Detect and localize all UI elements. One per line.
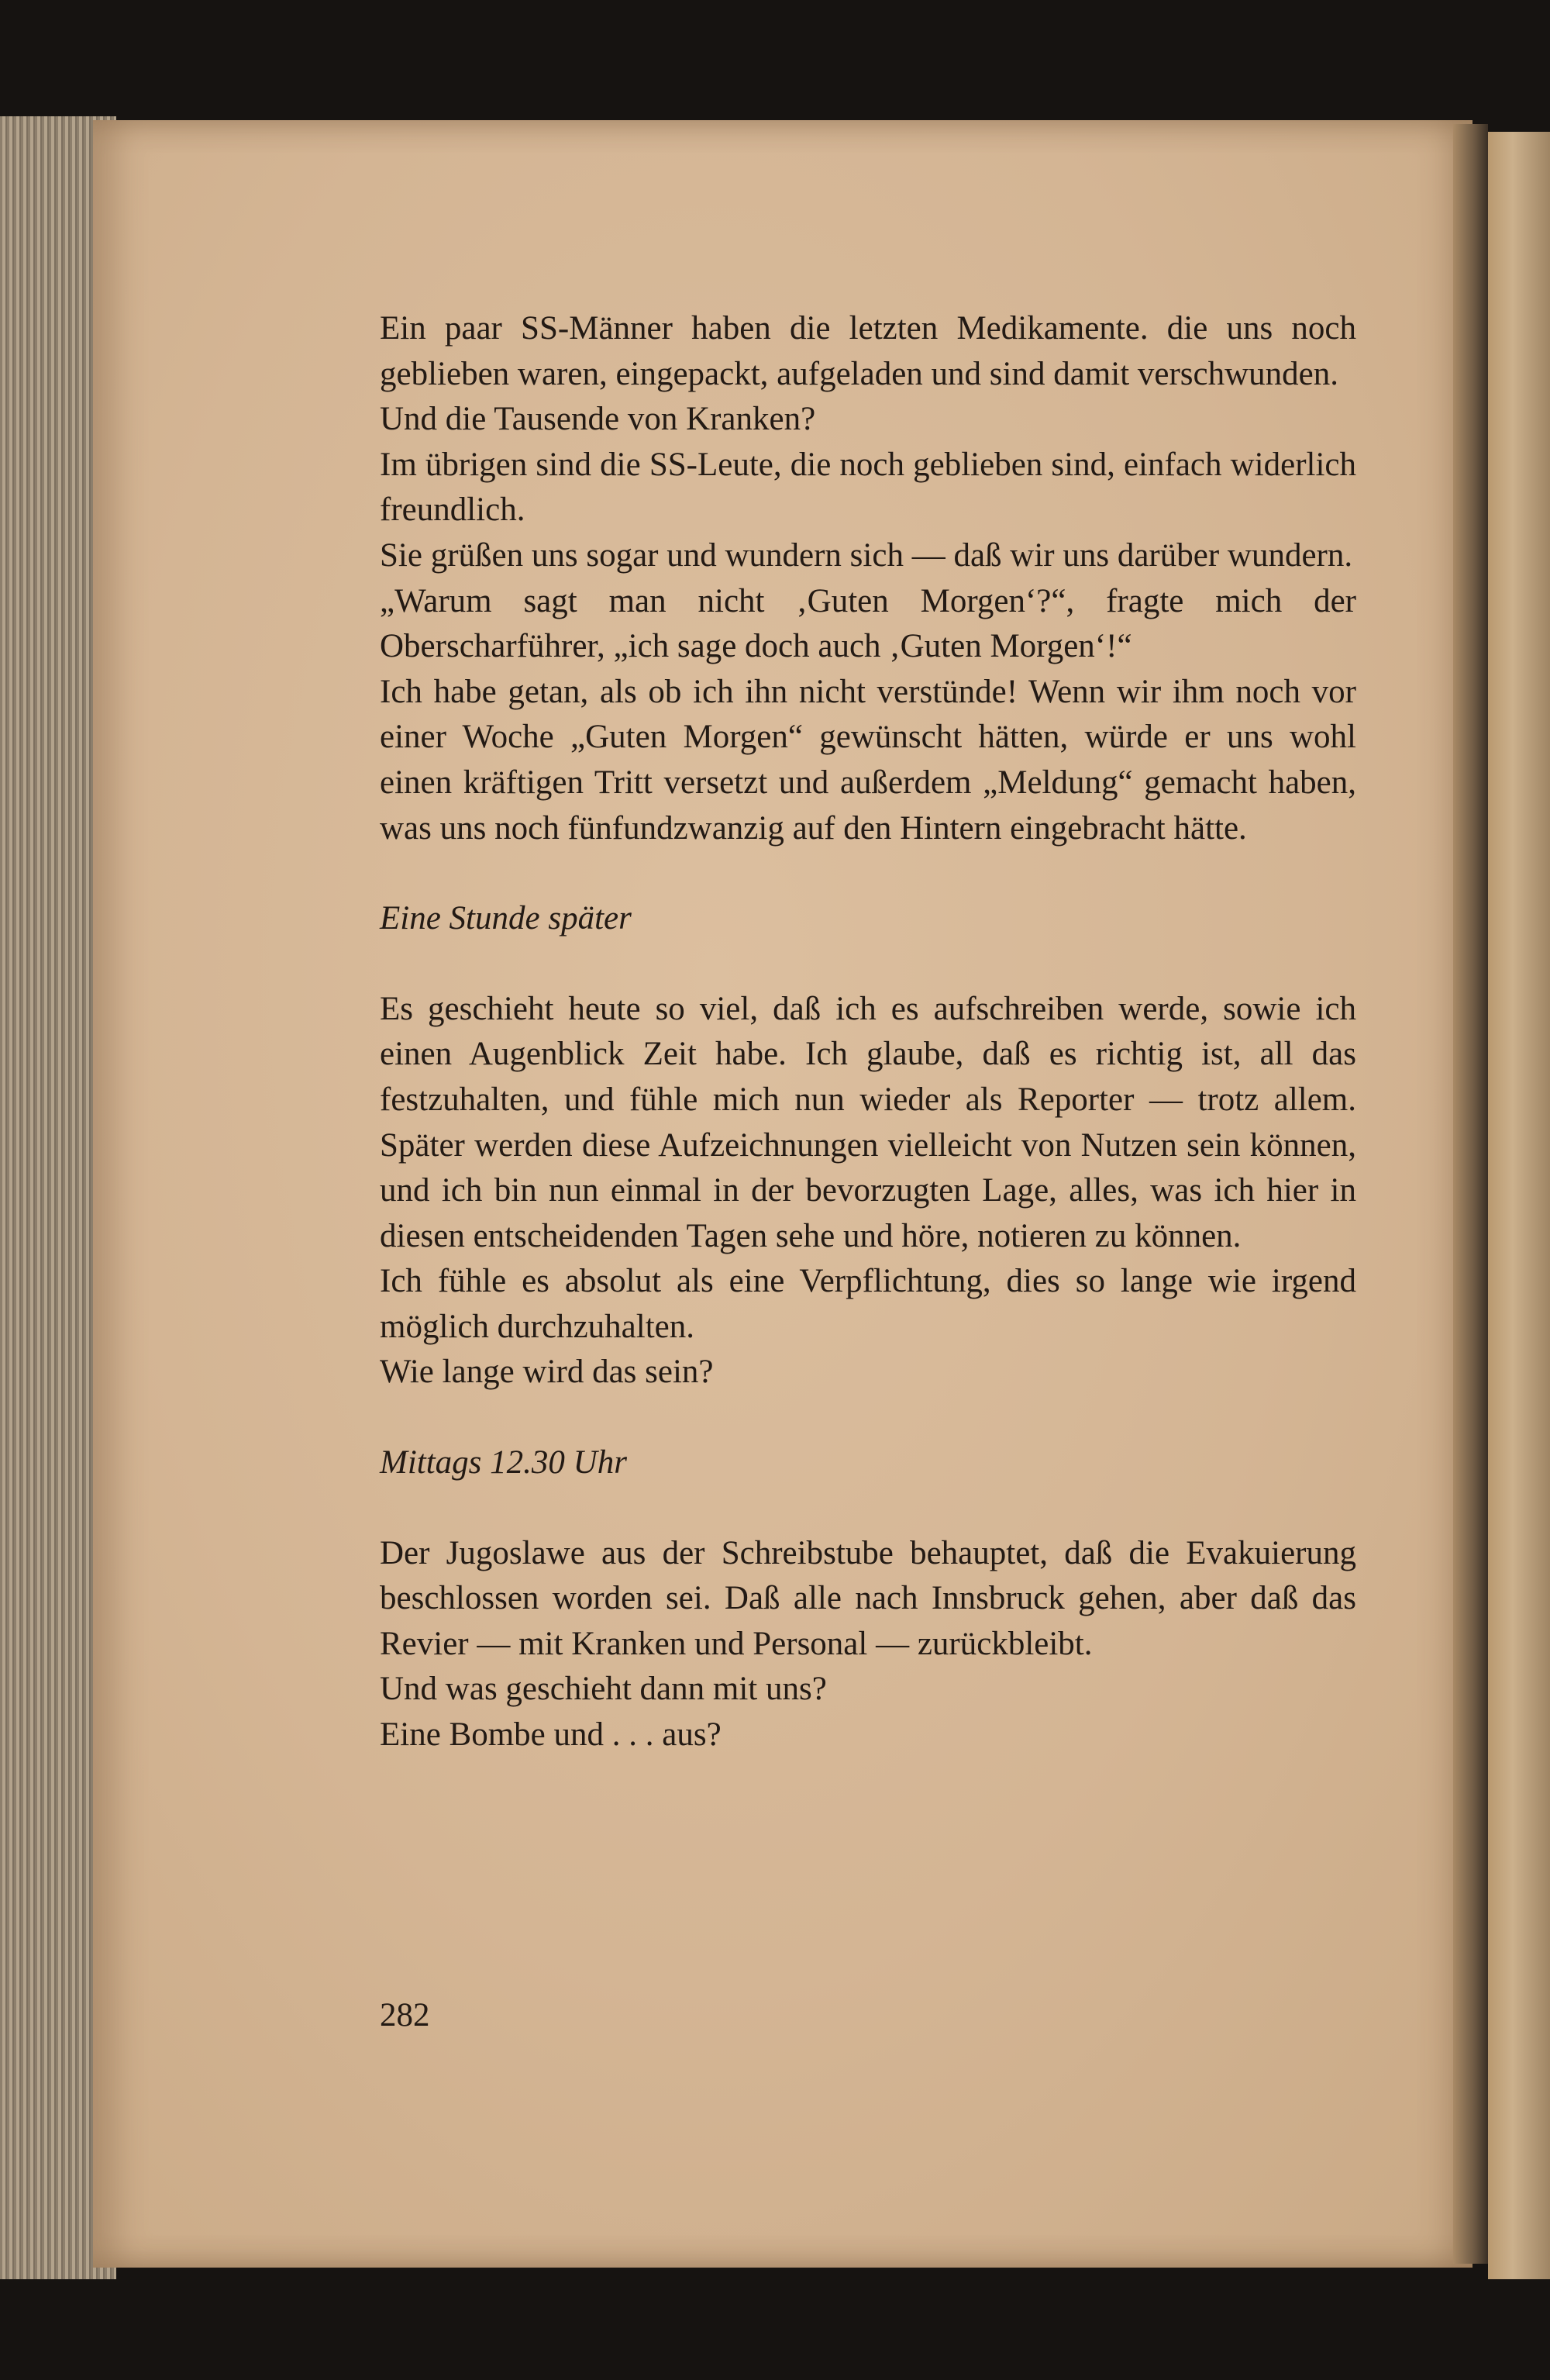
page-text	[380, 306, 1356, 1758]
section-heading: Eine Stunde später	[380, 900, 632, 937]
page-number: 282	[380, 1997, 430, 2033]
next-page-edge	[1488, 132, 1550, 2279]
paragraph: Im übrigen sind die SS-Leute, die noch geblieben sind, einfach widerlich freundlich.	[380, 446, 1356, 529]
paragraph: Eine Bombe und . . . aus?	[380, 1716, 722, 1754]
paragraph: Es geschieht heute so viel, daß ich es aufschreiben werde, sowie ich einen Augenblick Zeit habe. Ich glaube, daß es richtig ist, all das festzuhalten, und fühle mich nun wieder als Reporter — trotz allem. Später werden diese Aufzeichnungen vielleicht von Nutzen sein können, und ich bin nun einmal in der bevorzugten Lage, alles, was ich hier in diesen entscheidenden Tagen sehe und höre, notieren zu können.	[380, 990, 1356, 1254]
book-gutter	[1453, 124, 1488, 2264]
paragraph: „Warum sagt man nicht ‚Guten Morgen‘?“, fragte mich der Oberscharführer, „ich sage doch auch ‚Guten Morgen‘!“	[380, 582, 1356, 665]
paragraph: Der Jugoslawe aus der Schreibstube behauptet, daß die Evakuierung beschlossen worden sei. Daß alle nach Innsbruck gehen, aber daß das Revier — mit Kranken und Personal — zurückbleibt.	[380, 1534, 1356, 1662]
paragraph: Wie lange wird das sein?	[380, 1354, 714, 1391]
section-heading: Mittags 12.30 Uhr	[380, 1444, 627, 1481]
paragraph: Und die Tausende von Kranken?	[380, 401, 816, 438]
paragraph: Und was geschieht dann mit uns?	[380, 1671, 827, 1708]
paragraph: Sie grüßen uns sogar und wundern sich — daß wir uns darüber wundern.	[380, 536, 1353, 574]
paragraph: Ich habe getan, als ob ich ihn nicht verstünde! Wenn wir ihm noch vor einer Woche „Guten Morgen“ gewünscht hätten, würde er uns wohl einen kräftigen Tritt versetzt und außerdem „Meldung“ gemacht haben, was uns noch fünfundzwanzig auf den Hintern eingebracht hätte.	[380, 673, 1356, 847]
paragraph: Ein paar SS-Männer haben die letzten Medikamente. die uns noch geblieben waren, eingepackt, aufgeladen und sind damit verschwunden.	[380, 310, 1356, 392]
paragraph: Ich fühle es absolut als eine Verpflichtung, dies so lange wie irgend möglich durchzuhalten.	[380, 1263, 1356, 1345]
